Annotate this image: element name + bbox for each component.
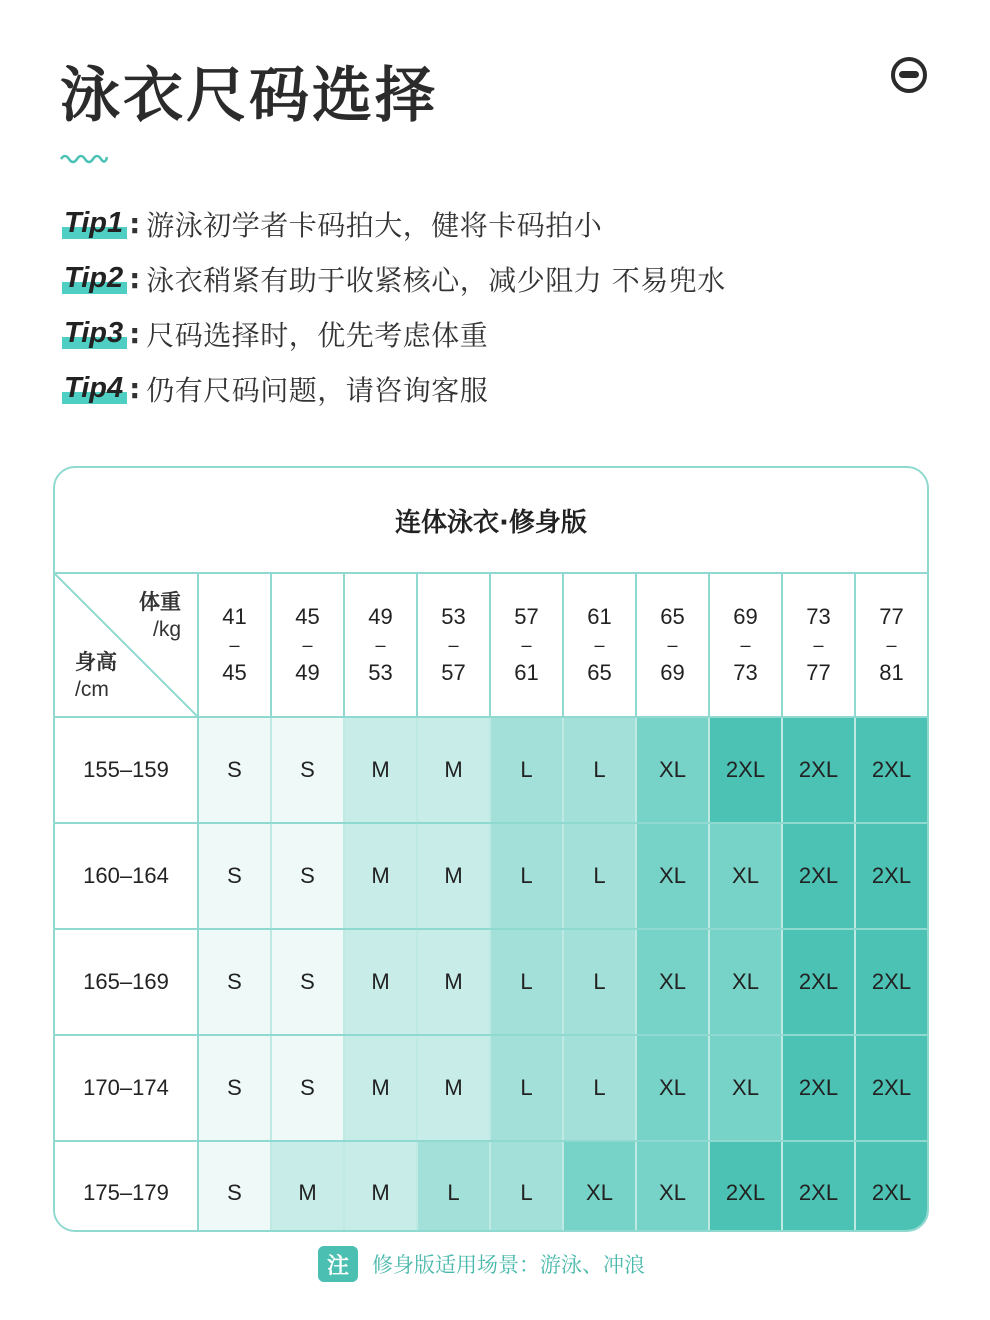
weight-range-from: 77 (879, 604, 904, 629)
weight-range-to: 49 (295, 660, 320, 685)
table-row (55, 718, 927, 824)
weight-range-to: 77 (806, 660, 831, 685)
size-cell: 2XL (856, 1142, 927, 1232)
tip-label: Tip3 (64, 317, 124, 349)
weight-range-from: 53 (441, 604, 466, 629)
size-cell: S (199, 1036, 272, 1140)
tip-label: Tip4 (64, 372, 124, 404)
size-cell: 2XL (856, 1036, 927, 1140)
size-cell: S (199, 718, 272, 822)
size-cell: S (272, 1036, 345, 1140)
size-cell: M (418, 1036, 491, 1140)
size-cell: L (491, 930, 564, 1034)
weight-range-header (637, 574, 710, 716)
weight-range-dash: – (740, 635, 751, 655)
size-cell: S (272, 718, 345, 822)
size-cell: L (491, 1142, 564, 1232)
tips-list (64, 196, 726, 416)
tip-item (64, 251, 726, 306)
height-range-cell: 155–159 (55, 718, 199, 822)
size-cell: S (199, 930, 272, 1034)
tip-text: 仍有尺码问题，请咨询客服 (146, 373, 489, 407)
size-cell: XL (637, 930, 710, 1034)
height-range-cell: 160–164 (55, 824, 199, 928)
size-cell: M (418, 718, 491, 822)
size-cell: 2XL (710, 1142, 783, 1232)
corner-header (55, 574, 199, 716)
size-cell: XL (710, 1036, 783, 1140)
weight-range-to: 57 (441, 660, 466, 685)
tip-colon: : (129, 207, 141, 240)
tip-colon: : (129, 262, 141, 295)
size-cell: XL (710, 930, 783, 1034)
height-range-cell: 165–169 (55, 930, 199, 1034)
height-range-cell: 175–179 (55, 1142, 199, 1232)
weight-range-from: 41 (222, 604, 247, 629)
tip-text: 尺码选择时，优先考虑体重 (146, 318, 489, 352)
table-row (55, 930, 927, 1036)
note-badge: 注 (318, 1246, 358, 1282)
size-cell: M (345, 718, 418, 822)
table-row (55, 1142, 927, 1232)
usage-note (318, 1246, 645, 1282)
tip-text: 泳衣稍紧有助于收紧核心，减少阻力 不易兜水 (146, 263, 726, 297)
weight-range-from: 45 (295, 604, 320, 629)
weight-range-header (418, 574, 491, 716)
size-cell: 2XL (856, 824, 927, 928)
weight-unit: /kg (152, 618, 181, 641)
table-row (55, 824, 927, 930)
size-cell: M (345, 930, 418, 1034)
size-cell: XL (637, 1036, 710, 1140)
tip-label: Tip1 (64, 207, 124, 239)
weight-range-to: 81 (879, 660, 904, 685)
weight-range-to: 61 (514, 660, 539, 685)
weight-range-to: 45 (222, 660, 247, 685)
brand-logo-icon (890, 56, 928, 94)
tip-item (64, 361, 726, 416)
weight-range-dash: – (886, 635, 897, 655)
page-title: 泳衣尺码选择 (60, 61, 438, 131)
size-cell: S (199, 824, 272, 928)
weight-range-from: 49 (368, 604, 393, 629)
weight-range-header (710, 574, 783, 716)
height-unit: /cm (75, 678, 109, 701)
size-cell: 2XL (783, 824, 856, 928)
height-range-cell: 170–174 (55, 1036, 199, 1140)
weight-range-to: 69 (660, 660, 685, 685)
weight-range-dash: – (521, 635, 532, 655)
weight-range-dash: – (302, 635, 313, 655)
tip-colon: : (129, 317, 141, 350)
size-cell: 2XL (856, 718, 927, 822)
table-title: 连体泳衣·修身版 (55, 468, 927, 574)
size-cell: XL (637, 1142, 710, 1232)
weight-range-dash: – (375, 635, 386, 655)
size-cell: L (564, 1036, 637, 1140)
weight-range-from: 61 (587, 604, 612, 629)
weight-range-header (199, 574, 272, 716)
weight-range-header (491, 574, 564, 716)
weight-range-to: 73 (733, 660, 758, 685)
weight-range-header (345, 574, 418, 716)
size-cell: M (418, 824, 491, 928)
size-chart-table (53, 466, 929, 1232)
size-cell: L (491, 718, 564, 822)
weight-range-header (564, 574, 637, 716)
tip-item (64, 306, 726, 361)
size-cell: M (345, 1036, 418, 1140)
size-cell: XL (637, 824, 710, 928)
weight-label: 体重 (139, 590, 181, 614)
tip-item (64, 196, 726, 251)
tip-colon: : (129, 372, 141, 405)
size-cell: L (418, 1142, 491, 1232)
weight-range-to: 65 (587, 660, 612, 685)
tip-text: 游泳初学者卡码拍大，健将卡码拍小 (146, 208, 603, 242)
size-cell: 2XL (783, 930, 856, 1034)
size-grid (55, 574, 927, 1232)
size-cell: 2XL (783, 718, 856, 822)
size-cell: L (564, 718, 637, 822)
size-cell: S (272, 930, 345, 1034)
wave-divider-icon (60, 150, 108, 164)
size-cell: M (345, 824, 418, 928)
size-cell: 2XL (710, 718, 783, 822)
size-cell: XL (710, 824, 783, 928)
size-cell: 2XL (783, 1142, 856, 1232)
size-cell: M (418, 930, 491, 1034)
weight-range-header (783, 574, 856, 716)
weight-range-from: 57 (514, 604, 539, 629)
tip-label: Tip2 (64, 262, 124, 294)
weight-range-dash: – (813, 635, 824, 655)
size-cell: L (564, 824, 637, 928)
size-cell: S (199, 1142, 272, 1232)
size-cell: L (564, 930, 637, 1034)
height-label: 身高 (75, 650, 117, 674)
size-cell: M (345, 1142, 418, 1232)
weight-range-from: 69 (733, 604, 758, 629)
size-cell: XL (637, 718, 710, 822)
weight-range-from: 65 (660, 604, 685, 629)
size-cell: S (272, 824, 345, 928)
weight-range-header (272, 574, 345, 716)
size-cell: 2XL (856, 930, 927, 1034)
size-cell: M (272, 1142, 345, 1232)
weight-range-dash: – (448, 635, 459, 655)
weight-range-from: 73 (806, 604, 831, 629)
table-row (55, 1036, 927, 1142)
weight-range-header (856, 574, 927, 716)
size-cell: L (491, 824, 564, 928)
weight-range-to: 53 (368, 660, 393, 685)
size-cell: L (491, 1036, 564, 1140)
note-text: 修身版适用场景：游泳、冲浪 (372, 1253, 645, 1277)
weight-range-dash: – (594, 635, 605, 655)
size-cell: 2XL (783, 1036, 856, 1140)
size-cell: XL (564, 1142, 637, 1232)
weight-range-dash: – (229, 635, 240, 655)
weight-header-row (55, 574, 927, 718)
weight-range-dash: – (667, 635, 678, 655)
